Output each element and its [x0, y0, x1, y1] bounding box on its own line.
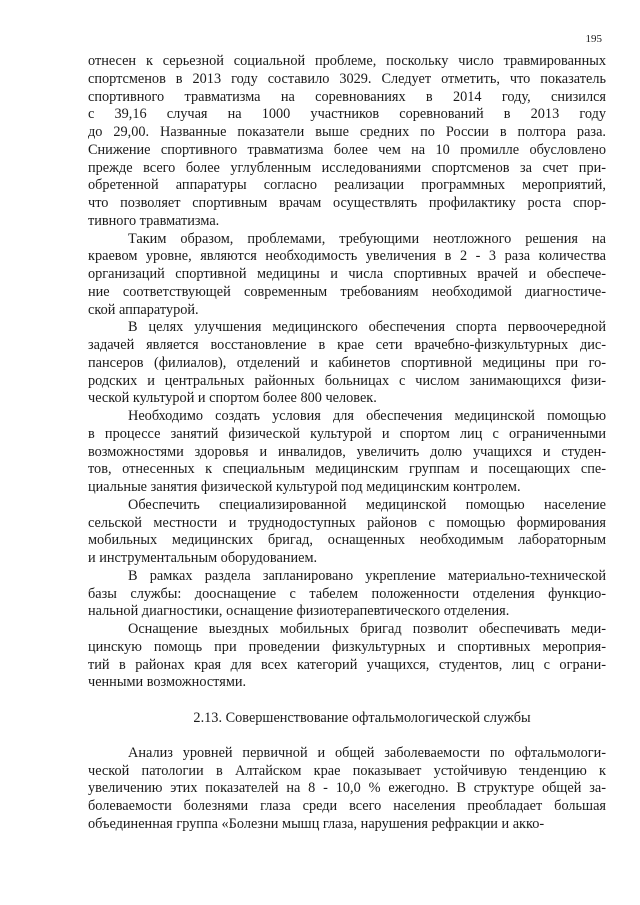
- text-line: задачей является восстановление в крае сети врачебно-физкультурных дис-: [88, 337, 606, 353]
- text-line: краевом уровне, являются необходимость увеличения в 2 - 3 раза количества: [88, 248, 606, 265]
- page-number: 195: [585, 33, 602, 45]
- paragraph: [88, 408, 606, 497]
- paragraph: [88, 621, 606, 692]
- paragraph: [88, 231, 606, 320]
- text-line: спортивного травматизма на соревнованиях в 2014 году, снизился: [88, 88, 606, 105]
- text-line: ние соответствующей современным требованиям необходимой диагностиче-: [88, 283, 606, 300]
- text-line: В целях улучшения медицинского обеспечения спорта первоочередной: [128, 319, 606, 336]
- text-line: увеличению этих показателей на 8 - 10,0 % ежегодно. В структуре общей за-: [88, 780, 606, 797]
- paragraph: [88, 53, 606, 231]
- text-line: сельской местности и труднодоступных районов с помощью формирования: [88, 514, 606, 531]
- text-line: мобильных медицинских бригад, оснащенных необходимым лабораторным: [88, 532, 606, 549]
- text-line: болеваемости болезнями глаза среди всего населения преобладает большая: [88, 798, 606, 814]
- text-line: пансеров (филиалов), отделений и кабинетов спортивной медицины при го-: [88, 354, 606, 371]
- body-text: [88, 53, 606, 834]
- text-line: базы службы: дооснащение с табелем положенности отделения функцио-: [88, 585, 606, 602]
- section-heading: 2.13. Совершенствование офтальмологической службы: [193, 710, 531, 726]
- text-line: родских и центральных районных больницах с числом занимающихся физи-: [88, 372, 606, 389]
- text-line: Снижение спортивного травматизма более чем на 10 промилле обусловлено: [88, 141, 606, 158]
- text-line: тий в районах края для всех категорий учащихся, студентов, лиц с ограни-: [88, 656, 606, 673]
- text-line: спортсменов в 2013 году составило 3029. Следует отметить, что показатель: [88, 70, 606, 87]
- text-line: нальной диагностики, оснащение физиотерапевтического отделения.: [88, 603, 510, 620]
- paragraph: [88, 497, 606, 568]
- text-line: ченными возможностями.: [88, 674, 247, 691]
- text-line: обретенной аппаратуры согласно реализации программных мероприятий,: [88, 177, 606, 194]
- paragraphs-after-heading: [88, 745, 606, 834]
- text-line: возможностями здоровья и инвалидов, увеличить долю учащихся и студен-: [88, 443, 606, 460]
- text-line: цинскую помощь при проведении физкультурных и спортивных мероприя-: [88, 638, 606, 655]
- text-line: ческой культурой и спортом более 800 человек.: [88, 390, 377, 407]
- text-line: тивного травматизма.: [88, 212, 220, 229]
- text-line: Оснащение выездных мобильных бригад позволит обеспечивать меди-: [128, 621, 606, 637]
- text-line: Необходимо создать условия для обеспечения медицинской помощью: [128, 408, 606, 424]
- text-line: в процессе занятий физической культурой и спортом лиц с ограниченными: [88, 425, 606, 442]
- text-line: циальные занятия физической культурой под медицинским контролем.: [88, 479, 521, 495]
- text-line: Таким образом, проблемами, требующими неотложного решения на: [128, 230, 606, 247]
- text-line: отнесен к серьезной социальной проблеме, поскольку число травмированных: [88, 53, 606, 69]
- paragraphs-before-heading: [88, 53, 606, 692]
- text-line: тов, отнесенных к специальным медицинским группам и посещающих спе-: [88, 461, 606, 478]
- text-line: объединенная группа «Болезни мышц глаза, нарушения рефракции и акко-: [88, 815, 545, 832]
- text-line: В рамках раздела запланировано укрепление материально-технической: [128, 567, 606, 584]
- text-line: до 29,00. Названные показатели выше средних по России в полтора раза.: [88, 124, 606, 140]
- text-line: и инструментальным оборудованием.: [88, 550, 318, 566]
- text-line: Анализ уровней первичной и общей заболеваемости по офтальмологи-: [128, 744, 606, 761]
- paragraph: [88, 745, 606, 834]
- text-line: что позволяет спортивным врачам осуществлять профилактику роста спор-: [88, 195, 606, 211]
- text-line: организаций спортивной медицины и числа спортивных врачей и обеспече-: [88, 266, 606, 282]
- text-line: Обеспечить специализированной медицинской помощью население: [128, 496, 606, 513]
- text-line: ской аппаратурой.: [88, 301, 199, 318]
- text-line: ческой патологии в Алтайском крае показывает устойчивую тенденцию к: [88, 762, 606, 779]
- paragraph: [88, 319, 606, 408]
- paragraph: [88, 568, 606, 621]
- text-line: прежде всего более углубленным исследованиями спортсменов за счет при-: [88, 159, 606, 176]
- text-line: с 39,16 случая на 1000 участников соревнований в 2013 году: [88, 106, 606, 123]
